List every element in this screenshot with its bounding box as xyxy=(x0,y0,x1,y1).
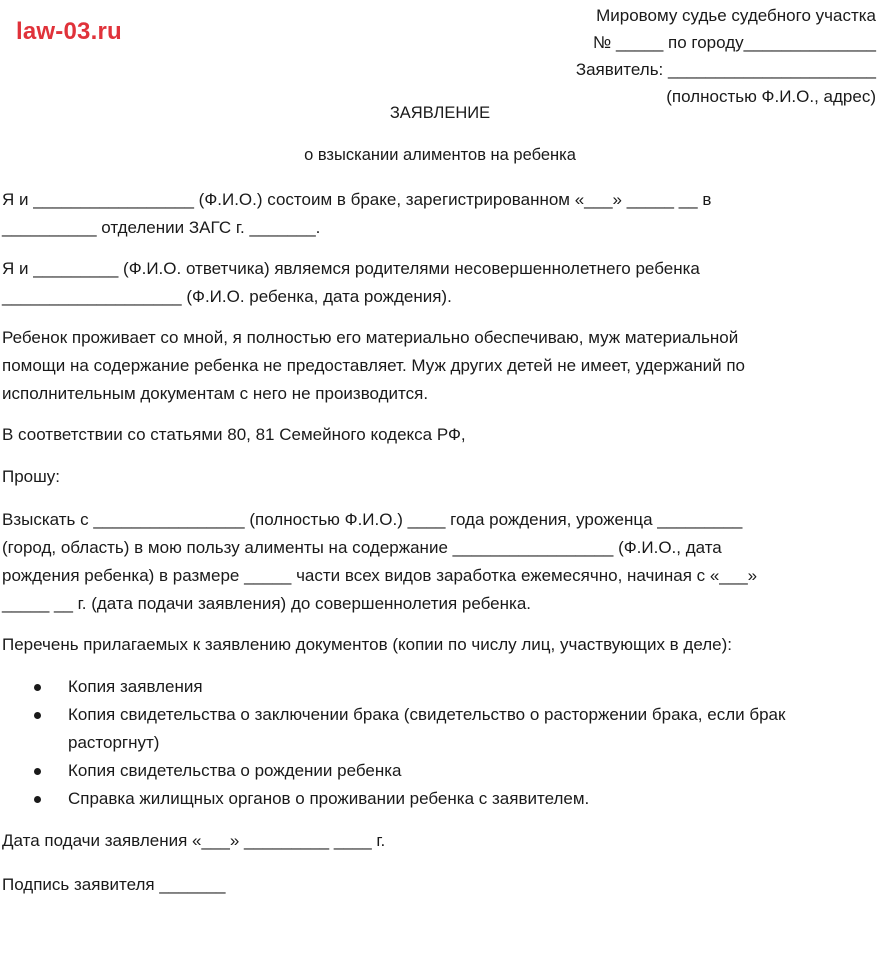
paragraph-line: Перечень прилагаемых к заявлению документов (копии по числу лиц, участвующих в деле): xyxy=(2,635,733,654)
paragraph-line: Прошу: xyxy=(2,467,60,486)
law-paragraph xyxy=(2,421,862,449)
signature-line xyxy=(2,871,862,899)
paragraph-line: Взыскать с ________________ (полностью Ф.И.О.) ____ года рождения, уроженца _________ xyxy=(2,510,743,529)
applicant-line: Заявитель: ______________________ xyxy=(575,60,876,79)
bullet-icon xyxy=(34,712,41,719)
list-item xyxy=(0,673,860,701)
document-title: ЗАЯВЛЕНИЕ xyxy=(389,104,491,122)
list-item xyxy=(0,785,860,813)
bullet-icon xyxy=(34,796,41,803)
paragraph-line: Подпись заявителя _______ xyxy=(2,875,226,894)
request-paragraph xyxy=(2,506,862,618)
list-item-text: Справка жилищных органов о проживании ребенка с заявителем. xyxy=(68,789,590,808)
site-watermark: law-03.ru xyxy=(16,18,122,45)
paragraph-line: В соответствии со статьями 80, 81 Семейного кодекса РФ, xyxy=(2,425,466,444)
addressee-number-line: № _____ по городу______________ xyxy=(593,33,876,52)
bullet-icon xyxy=(34,768,41,775)
paragraph-line: Я и _________________ (Ф.И.О.) состоим в браке, зарегистрированном «___» _____ __ в xyxy=(2,190,712,209)
documents-list xyxy=(0,673,860,813)
addressee-block xyxy=(556,2,876,110)
submission-date-line xyxy=(2,827,862,855)
paragraph-line: __________ отделении ЗАГС г. _______. xyxy=(2,218,321,237)
list-item xyxy=(0,757,860,785)
paragraph-line: Ребенок проживает со мной, я полностью его материально обеспечиваю, муж материальной xyxy=(2,328,739,347)
list-item-text: Копия заявления xyxy=(68,677,203,696)
request-label xyxy=(2,463,862,491)
document-subtitle: о взыскании алиментов на ребенка xyxy=(304,146,576,164)
paragraph-line: помощи на содержание ребенка не предоставляет. Муж других детей не имеет, удержаний по xyxy=(2,356,746,375)
paragraph-line: Дата подачи заявления «___» _________ ____ г. xyxy=(2,831,386,850)
paragraph-line: (город, область) в мою пользу алименты на содержание _________________ (Ф.И.О., дата xyxy=(2,538,722,557)
addressee-court-line: Мировому судье судебного участка xyxy=(596,6,876,25)
paragraph-line: Я и _________ (Ф.И.О. ответчика) являемся родителями несовершеннолетнего ребенка xyxy=(2,259,700,278)
applicant-hint: (полностью Ф.И.О., адрес) xyxy=(666,87,876,106)
paragraph-line: рождения ребенка) в размере _____ части всех видов заработка ежемесячно, начиная с «___» xyxy=(2,566,758,585)
list-item-text: расторгнут) xyxy=(68,733,160,752)
list-item xyxy=(0,701,860,757)
list-item-text: Копия свидетельства о заключении брака (свидетельство о расторжении брака, если брак xyxy=(68,705,786,724)
parents-paragraph xyxy=(2,255,862,311)
paragraph-line: _____ __ г. (дата подачи заявления) до совершеннолетия ребенка. xyxy=(2,594,532,613)
bullet-icon xyxy=(34,684,41,691)
paragraph-line: ___________________ (Ф.И.О. ребенка, дата рождения). xyxy=(2,287,452,306)
paragraph-line: исполнительным документам с него не производится. xyxy=(2,384,429,403)
marriage-paragraph xyxy=(2,186,862,242)
documents-intro xyxy=(2,631,862,659)
list-item-text: Копия свидетельства о рождении ребенка xyxy=(68,761,402,780)
living-paragraph xyxy=(2,324,862,408)
